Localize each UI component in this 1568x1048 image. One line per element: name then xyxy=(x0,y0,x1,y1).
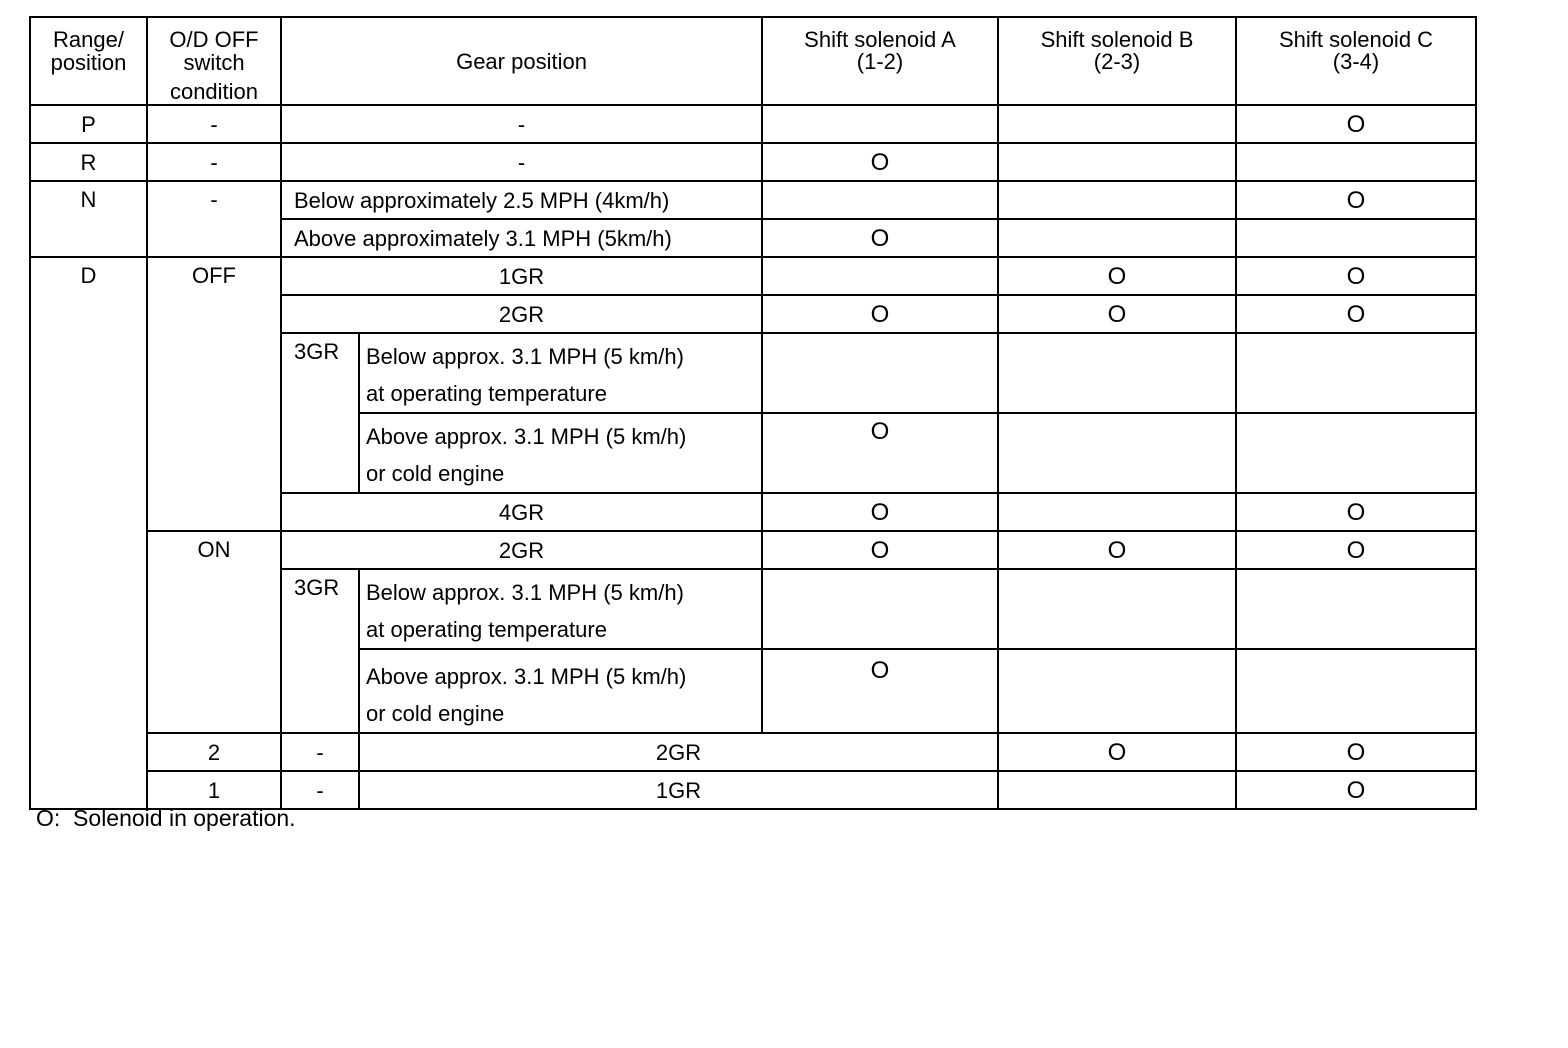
solenoid-b-cell xyxy=(998,143,1236,181)
footnote-legend: O: Solenoid in operation. xyxy=(36,805,296,831)
solenoid-b-cell xyxy=(998,649,1236,733)
solenoid-c-cell: O xyxy=(1236,295,1476,333)
solenoid-a-cell: O xyxy=(762,531,998,569)
solenoid-b-cell xyxy=(998,333,1236,413)
solenoid-c-cell xyxy=(1236,413,1476,493)
solenoid-c-cell xyxy=(1236,649,1476,733)
table-row xyxy=(30,257,1476,295)
solenoid-c-cell xyxy=(1236,143,1476,181)
solenoid-a-cell: O xyxy=(762,143,998,181)
gear-condition-cell: Below approx. 3.1 MPH (5 km/h) at operating temperature xyxy=(359,333,762,413)
od-cell: ON xyxy=(147,531,281,733)
gear-cell: 1GR xyxy=(359,771,998,809)
header-od-off-switch: O/D OFF switch condition xyxy=(147,17,281,105)
solenoid-c-cell xyxy=(1236,333,1476,413)
solenoid-a-cell xyxy=(762,105,998,143)
solenoid-a-cell: O xyxy=(762,493,998,531)
solenoid-a-cell xyxy=(762,257,998,295)
range-cell: D xyxy=(30,257,147,809)
gear-cell: 2GR xyxy=(281,295,762,333)
range-cell: 2 xyxy=(147,733,281,771)
gear-3gr-cell: 3GR xyxy=(281,569,359,733)
header-shift-solenoid-b: Shift solenoid B (2-3) xyxy=(998,17,1236,105)
table-row xyxy=(30,105,1476,143)
solenoid-b-cell xyxy=(998,569,1236,649)
od-cell: - xyxy=(281,771,359,809)
od-cell: - xyxy=(281,733,359,771)
header-shift-solenoid-c: Shift solenoid C (3-4) xyxy=(1236,17,1476,105)
solenoid-a-cell xyxy=(998,771,1236,809)
table-header-row xyxy=(30,17,1476,105)
od-cell: - xyxy=(147,105,281,143)
gear-condition-cell: Above approx. 3.1 MPH (5 km/h) or cold engine xyxy=(359,649,762,733)
gear-condition-cell: Above approx. 3.1 MPH (5 km/h) or cold engine xyxy=(359,413,762,493)
solenoid-a-cell xyxy=(762,569,998,649)
gear-cell: Above approximately 3.1 MPH (5km/h) xyxy=(281,219,762,257)
solenoid-a-cell: O xyxy=(762,649,998,733)
range-cell: 1 xyxy=(147,771,281,809)
gear-cell: 2GR xyxy=(281,531,762,569)
solenoid-b-cell xyxy=(998,219,1236,257)
solenoid-operation-table xyxy=(29,16,1477,810)
solenoid-b-cell: O xyxy=(998,257,1236,295)
solenoid-b-cell: O xyxy=(1236,733,1476,771)
gear-cell: 2GR xyxy=(359,733,998,771)
table-row xyxy=(30,733,1476,771)
header-range-position: Range/ position xyxy=(30,17,147,105)
solenoid-b-cell xyxy=(998,105,1236,143)
solenoid-c-cell xyxy=(1236,569,1476,649)
solenoid-c-cell: O xyxy=(1236,181,1476,219)
range-cell: P xyxy=(30,105,147,143)
solenoid-b-cell: O xyxy=(998,295,1236,333)
solenoid-a-cell xyxy=(762,333,998,413)
od-cell: - xyxy=(147,143,281,181)
solenoid-b-cell xyxy=(998,493,1236,531)
od-cell: - xyxy=(147,181,281,257)
solenoid-b-cell: O xyxy=(1236,771,1476,809)
range-cell: N xyxy=(30,181,147,257)
table-row xyxy=(30,181,1476,219)
gear-cell: 4GR xyxy=(281,493,762,531)
solenoid-c-cell: O xyxy=(1236,257,1476,295)
od-cell: OFF xyxy=(147,257,281,531)
table-row xyxy=(30,531,1476,569)
solenoid-b-cell xyxy=(998,181,1236,219)
gear-cell: 1GR xyxy=(281,257,762,295)
solenoid-c-cell: O xyxy=(1236,531,1476,569)
header-shift-solenoid-a: Shift solenoid A (1-2) xyxy=(762,17,998,105)
solenoid-c-cell xyxy=(1236,219,1476,257)
gear-cell: - xyxy=(281,105,762,143)
solenoid-b-cell: O xyxy=(998,531,1236,569)
header-gear-position: Gear position xyxy=(281,17,762,105)
gear-cell: Below approximately 2.5 MPH (4km/h) xyxy=(281,181,762,219)
gear-condition-cell: Below approx. 3.1 MPH (5 km/h) at operating temperature xyxy=(359,569,762,649)
solenoid-c-cell: O xyxy=(1236,493,1476,531)
gear-cell: - xyxy=(281,143,762,181)
solenoid-a-cell: O xyxy=(998,733,1236,771)
solenoid-c-cell: O xyxy=(1236,105,1476,143)
table-row xyxy=(30,771,1476,809)
table-row xyxy=(30,143,1476,181)
solenoid-a-cell: O xyxy=(762,413,998,493)
solenoid-a-cell xyxy=(762,181,998,219)
solenoid-a-cell: O xyxy=(762,295,998,333)
gear-3gr-cell: 3GR xyxy=(281,333,359,493)
solenoid-b-cell xyxy=(998,413,1236,493)
range-cell: R xyxy=(30,143,147,181)
solenoid-a-cell: O xyxy=(762,219,998,257)
